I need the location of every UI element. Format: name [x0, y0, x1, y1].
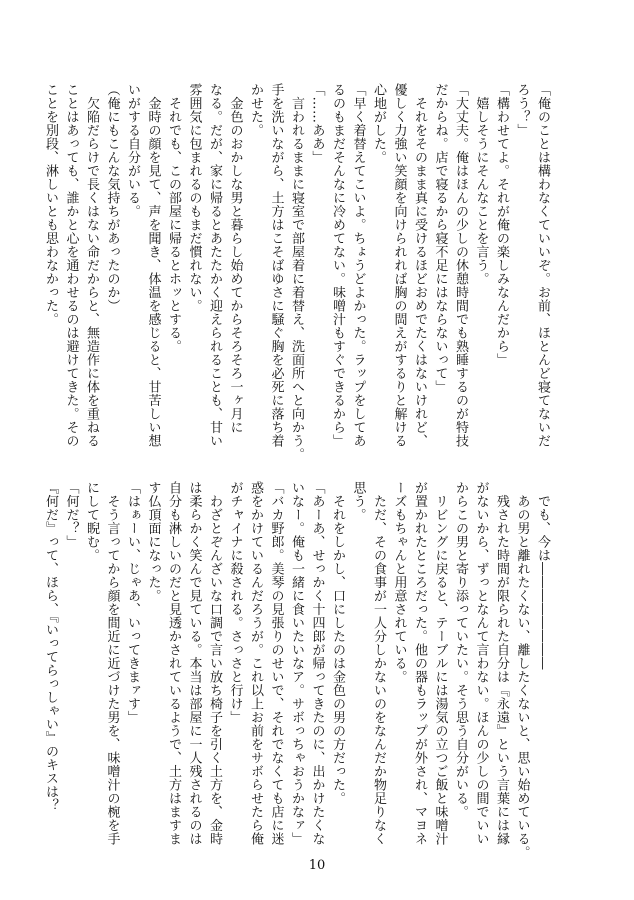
text-line: 思う。 [350, 481, 366, 522]
text-line: それをそのまま真に受けるほどおめでたくはないけれど、 [412, 83, 427, 448]
text-line: 金時の顔を見て、声を聞き、体温を感じると、甘苦しい想 [145, 83, 161, 448]
text-line: 心地がした。 [371, 83, 386, 164]
text-line: いがする自分がいる。 [125, 83, 140, 218]
text-line: 手を洗いながら、土方はこそばゆさに騒ぐ胸を必死に落ち着 [268, 83, 284, 448]
text-line: 「何だ？」 [63, 481, 79, 549]
text-line: わざとぞんざいな口調で言い放ち椅子を引く土方を、金時 [207, 481, 222, 846]
text-line: 「あーあ、せっかく十四郎が帰ってきたのに、出かけたくな [309, 481, 325, 846]
text-line: でも、今は―――――――― [535, 481, 550, 670]
text-line: ろう？」 [514, 83, 530, 137]
text-line: す仏頂面になった。 [145, 481, 161, 603]
text-line: そう言ってから顔を間近に近づけた男を、味噌汁の椀を手 [104, 481, 120, 846]
text-line: ことを別段、淋しいとも思わなかった。 [43, 83, 58, 326]
text-line: 「……ああ」 [309, 83, 325, 164]
text-line: 雰囲気に包まれるのもまだ慣れない。 [186, 83, 202, 313]
text-line: るのもまだそんなに冷めてない。味噌汁もすぐできるから」 [330, 83, 345, 448]
text-line: いなー。俺も一緒に食いたいなア。サボっちゃおうかなァ」 [289, 481, 304, 846]
text-line: なる。だが、家に帰るとあたたかく迎えられることも、甘い [207, 83, 222, 448]
text-line: あの男と離れたくない、離したくないと、思い始めている。 [514, 481, 530, 859]
text-line: 金色のおかしな男と暮らし始めてからそろそろ一ヶ月に [227, 83, 243, 434]
text-line: 「俺のことは構わなくていいぞ。お前、ほとんど寝てないだ [535, 83, 550, 448]
text-line: 「はぁーい、じゃあ、いってきまァす」 [125, 481, 140, 724]
text-line: 「大丈夫。俺はほんの少しの休憩時間でも熟睡するのが特技 [453, 83, 468, 448]
text-line: 「構わせてよ。それが俺の楽しみなんだから」 [494, 83, 509, 367]
text-line: （俺にもこんな気持ちがあったのか） [104, 83, 120, 313]
text-block-top [43, 83, 552, 461]
text-line: からこの男と寄り添っていたい。そう思う自分がいる。 [453, 481, 468, 819]
text-line: かせた。 [248, 83, 263, 137]
text-line: ことはあっても、誰かと心を通わせるのは避けてきた。その [63, 83, 79, 448]
text-line: にして睨む。 [84, 481, 99, 562]
text-line: 「早く着替えてこいよ。ちょうどよかった。ラップをしてあ [350, 83, 366, 448]
text-line: それをしかし、口にしたのは金色の男の方だった。 [330, 481, 345, 805]
text-line: 自分も淋しいのだと見透かされているようで、土方はますま [166, 481, 181, 846]
text-line: ーズもちゃんと用意されている。 [391, 481, 407, 684]
text-line: がないから、ずっとなんて言わない。ほんの少しの間でいい [473, 481, 489, 846]
text-line: それでも、この部屋に帰るとホッとする。 [166, 83, 181, 353]
text-line: 言われるままに寝室で部屋着に着替え、洗面所へと向かう。 [289, 83, 304, 461]
page-number: 10 [308, 858, 326, 873]
text-line: 嬉しそうにそんなことを言う。 [473, 83, 489, 286]
text-line: ただ、その食事が一人分しかないのをなんだか物足りなく [371, 481, 386, 846]
text-line: がチャイナに殺される。さっさと行け」 [227, 481, 243, 724]
text-line: 残された時間が限られた自分は『永遠』という言葉には縁 [494, 481, 509, 846]
text-line: 優しく力強い笑顔を向けられれば胸の閊えがするりと解ける [391, 83, 407, 448]
text-line: 欠陥だらけで長くはない命だからと、無造作に体を重ねる [84, 83, 99, 448]
text-line: 惑をかけているんだろうが。これ以上お前をサボらせたら俺 [248, 481, 263, 846]
text-line: 「バカ野郎。美琴の見張りのせいで、それでなくても店に迷 [268, 481, 284, 846]
text-line: リビングに戻ると、テーブルには湯気の立つご飯と味噌汁 [432, 481, 448, 846]
text-line: が置かれたところだった。他の器もラップが外され、マヨネ [412, 481, 427, 846]
text-line: 『何だ』って、ほら、『いってらっしゃい』のキスは？ [43, 481, 58, 812]
text-block-bottom [43, 481, 552, 859]
text-line: だからね。店で寝るから寝不足にはならないって」 [432, 83, 448, 394]
text-line: は柔らかく笑んで見ている。本当は部屋に一人残されるのは [186, 481, 202, 846]
